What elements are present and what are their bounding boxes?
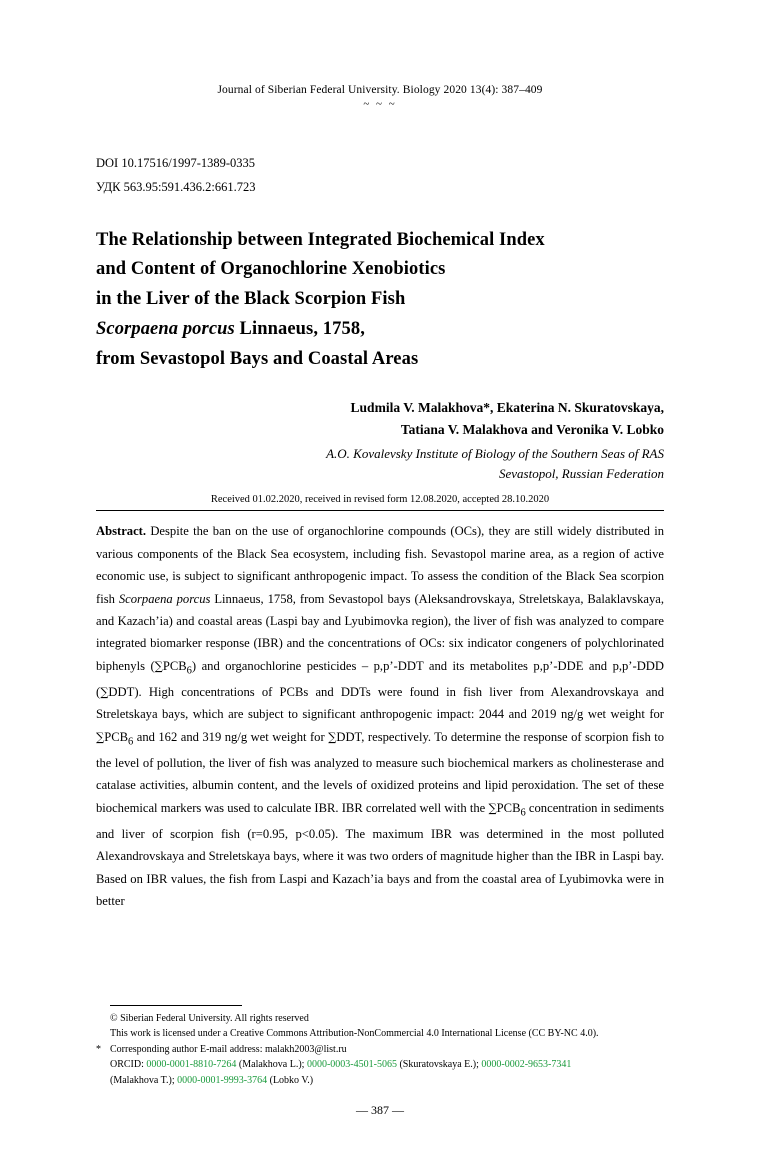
abstract-part-5: and 162 and 319 ng/g wet weight for: [133, 729, 329, 744]
sigma-2: ∑: [100, 684, 109, 699]
journal-header: Journal of Siberian Federal University. Biology 2020 13(4): 387–409: [217, 84, 543, 96]
pcb-sub-3: 6: [520, 807, 526, 819]
orcid-label: ORCID:: [110, 1059, 147, 1070]
affiliation-line-1: A.O. Kovalevsky Institute of Biology of the Southern Seas of RAS: [326, 446, 664, 462]
affiliation: [96, 444, 664, 484]
affiliation-line-2: Sevastopol, Russian Federation: [498, 466, 664, 482]
sigma-5: ∑: [488, 800, 497, 815]
orcid-name-3: (Malakhova T.);: [110, 1074, 178, 1086]
orcid-name-2: (Skuratovskaya E.);: [396, 1059, 482, 1070]
abstract-part-6: , respectively. To determine the response of scorpion fish to the level of pollution, the liver of fish was analyzed to measure such biochemical markers as cholinesterase and catalase activities, albumin content, and the levels of oxidized proteins and lipid peroxidation. The set of these biochemical markers was used to calculate IBR. IBR correlated well with the: [96, 729, 664, 815]
footnote-block: [96, 1005, 664, 1089]
license-note: This work is licensed under a Creative Commons Attribution-NonCommercial 4.0 International License (CC BY-NC 4.0).: [110, 1028, 599, 1039]
udk-line: УДК 563.95:591.436.2:661.723: [96, 179, 256, 194]
abstract-species: Scorpaena porcus: [118, 591, 211, 606]
title-line-3: in the Liver of the Black Scorpion Fish: [96, 289, 406, 310]
pcb-2: PCB: [104, 729, 129, 744]
sigma-3: ∑: [96, 729, 105, 744]
corresponding-author-text: Corresponding author E-mail address: malakh2003@list.ru: [110, 1043, 347, 1055]
sigma-1: ∑: [154, 658, 163, 673]
tilde-separator: ~ ~ ~: [363, 98, 397, 110]
title-line-4-rest: Linnaeus, 1758,: [234, 319, 365, 340]
pcb-sub-2: 6: [128, 736, 134, 748]
orcid-note: [96, 1057, 664, 1088]
page-number: — 387 —: [356, 1103, 404, 1117]
abstract-part-2: Linnaeus, 1758, from Sevastopol bays (Aleksandrovskaya, Streletskaya, Balaklavskaya, and Kazach’ia) and coastal areas (Laspi bay and Lyubimovka region), the liver of fish was analyzed to compare integrated biomarker response (IBR) and the concentrations of OCs: six indicator congeners of polychlorinated biphenyls (: [96, 591, 664, 673]
footnote-star: *: [96, 1043, 101, 1055]
orcid-id-4[interactable]: 0000-0001-9993-3764: [177, 1074, 268, 1086]
corresponding-author-note: [96, 1042, 664, 1058]
orcid-id-1[interactable]: 0000-0001-8810-7264: [146, 1059, 237, 1070]
abstract-text: [96, 520, 664, 912]
title-line-5: from Sevastopol Bays and Coastal Areas: [96, 349, 419, 370]
orcid-id-3[interactable]: 0000-0002-9653-7341: [481, 1059, 572, 1070]
ddt-1: DDT: [108, 684, 135, 699]
orcid-name-4: (Lobko V.): [267, 1074, 314, 1086]
author-line-2: Tatiana V. Malakhova and Veronika V. Lobko: [400, 422, 664, 438]
title-line-2: and Content of Organochlorine Xenobiotics: [96, 259, 446, 280]
footnote-divider: [110, 1005, 242, 1006]
abstract-part-3: ) and organochlorine pesticides – p,p’-DDT and its metabolites p,p’-DDE and p,p’-DDD (: [96, 658, 664, 699]
paper-page: [0, 84, 760, 1164]
pcb-1: PCB: [162, 658, 187, 673]
ddt-2: DDT: [336, 729, 362, 744]
title-species-name: Scorpaena porcus: [96, 319, 235, 340]
copyright-note: © Siberian Federal University. All rights reserved: [110, 1012, 309, 1024]
author-line-1: Ludmila V. Malakhova*, Ekaterina N. Skuratovskaya,: [350, 400, 664, 416]
title-line-1: The Relationship between Integrated Biochemical Index: [96, 229, 545, 250]
abstract-part-4: ). High concentrations of PCBs and DDTs were found in fish liver from Alexandrovskaya and Streletskaya bays, which are subject to significant anthropogenic impact: 2044 and 2019 ng/g wet weight for: [96, 684, 664, 722]
orcid-id-2[interactable]: 0000-0003-4501-5065: [306, 1059, 397, 1070]
abstract-part-1: Despite the ban on the use of organochlorine compounds (OCs), they are still widely distributed in various components of the Black Sea ecosystem, including fish. Sevastopol marine area, as a region of active economic use, is subject to significant anthropogenic impact. To assess the condition of the Black Sea scorpion fish: [96, 524, 664, 606]
pcb-sub-1: 6: [186, 665, 192, 677]
abstract-part-7: concentration in sediments and liver of scorpion fish (r=0.95, p<0.05). The maximum IBR was determined in the most polluted Alexandrovskaya and Streletskaya bays, where it was two orders of magnitude higher than the IBR in Laspi bay. Based on IBR values, the fish from Laspi and Kazach’ia bays and from the coastal area of Lyubimovka were in better: [96, 800, 664, 909]
doi-line: DOI 10.17516/1997-1389-0335: [96, 156, 256, 170]
sigma-4: ∑: [328, 729, 337, 744]
abstract-label: Abstract.: [96, 524, 147, 539]
orcid-name-1: (Malakhova L.);: [236, 1059, 307, 1070]
received-dates: Received 01.02.2020, received in revised form 12.08.2020, accepted 28.10.2020: [96, 494, 664, 511]
identifier-block: [96, 152, 664, 200]
pcb-3: PCB: [496, 800, 521, 815]
author-list: [96, 397, 664, 441]
page-title: [96, 226, 664, 376]
